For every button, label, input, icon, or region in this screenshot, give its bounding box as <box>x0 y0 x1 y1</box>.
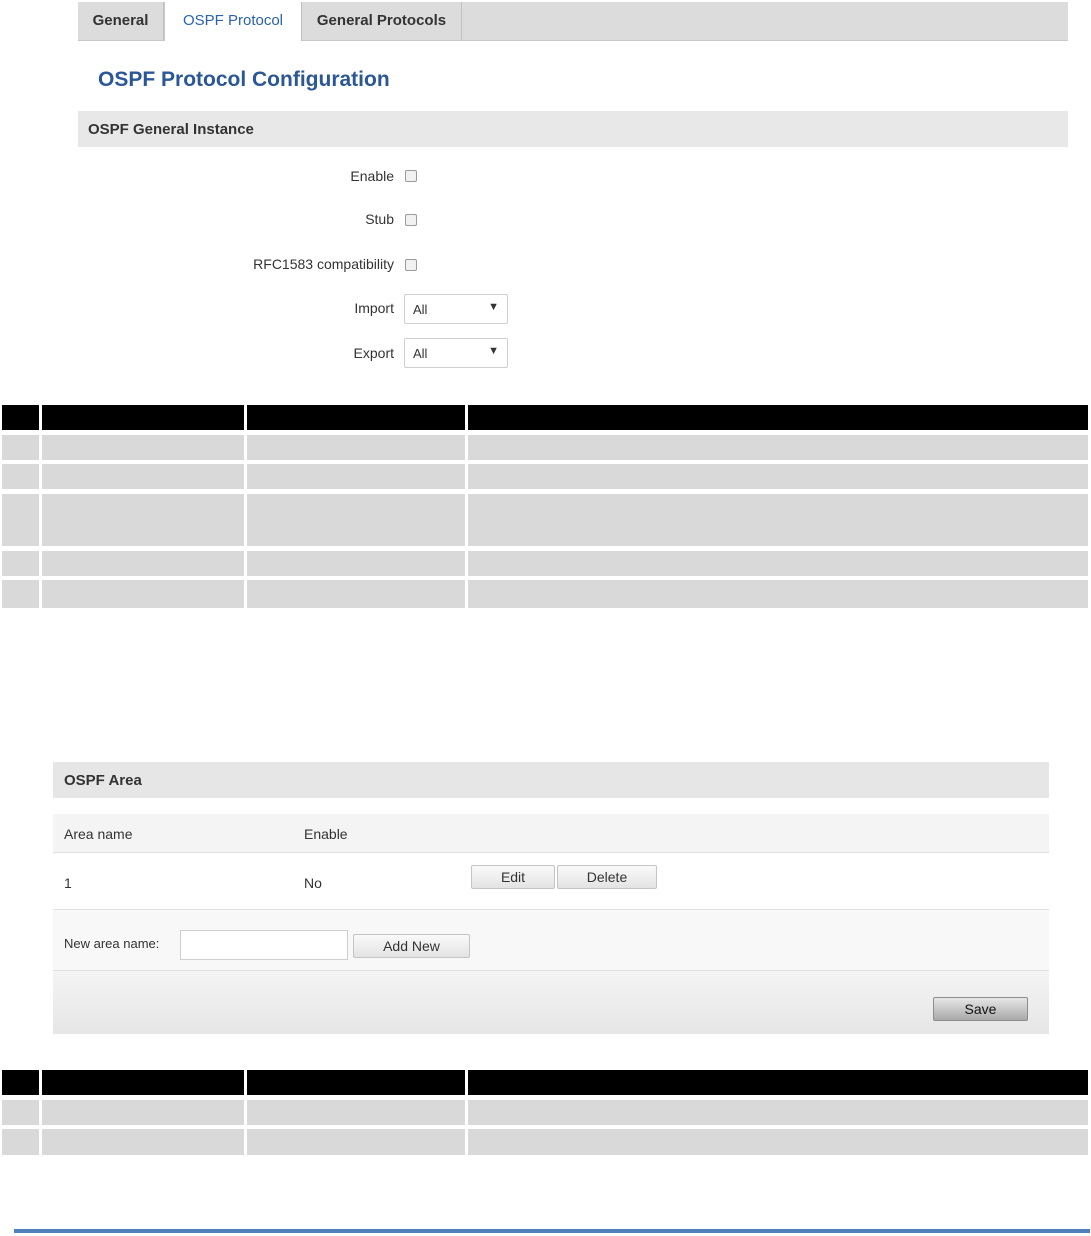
stub-label: Stub <box>365 211 394 227</box>
export-select-value: All <box>413 346 428 361</box>
dropdown-arrow-icon: ▼ <box>488 345 499 357</box>
add-new-button[interactable]: Add New <box>353 934 470 958</box>
ospf-area-panel <box>53 762 1049 1034</box>
footer-divider <box>14 1229 1090 1233</box>
area-enable-cell: No <box>304 875 322 891</box>
export-select[interactable] <box>404 338 508 368</box>
table-row <box>2 551 1088 576</box>
new-area-label: New area name: <box>64 936 160 951</box>
import-label: Import <box>354 300 394 316</box>
tab-ospf-protocol[interactable]: OSPF Protocol <box>164 2 302 41</box>
delete-button[interactable]: Delete <box>557 865 657 889</box>
edit-button[interactable]: Edit <box>471 865 555 889</box>
page-title: OSPF Protocol Configuration <box>98 68 390 91</box>
parameter-table-1 <box>2 405 1088 609</box>
save-bar <box>53 971 1049 1034</box>
tab-bar <box>78 2 1068 41</box>
table-row <box>2 435 1088 460</box>
dropdown-arrow-icon: ▼ <box>488 301 499 313</box>
new-area-name-input[interactable] <box>180 930 348 960</box>
enable-label: Enable <box>350 168 394 184</box>
table-row <box>53 853 1049 910</box>
table-row <box>2 580 1088 608</box>
enable-checkbox[interactable] <box>405 170 417 182</box>
table-row <box>2 494 1088 546</box>
column-divider <box>244 1070 247 1156</box>
parameter-table-2 <box>2 1070 1088 1156</box>
rfc1583-label: RFC1583 compatibility <box>253 256 394 272</box>
column-divider <box>465 1070 468 1156</box>
area-table-header <box>53 814 1049 853</box>
section-header-general-instance: OSPF General Instance <box>78 111 1068 147</box>
section-header-ospf-area: OSPF Area <box>53 762 1049 798</box>
area-name-cell: 1 <box>64 875 72 891</box>
new-area-row <box>53 910 1049 971</box>
stub-checkbox[interactable] <box>405 214 417 226</box>
import-select[interactable] <box>404 294 508 324</box>
rfc1583-checkbox[interactable] <box>405 259 417 271</box>
export-label: Export <box>353 345 394 361</box>
table-row <box>2 464 1088 489</box>
column-divider <box>39 1070 42 1156</box>
table-row <box>2 1100 1088 1125</box>
import-select-value: All <box>413 302 428 317</box>
column-divider <box>39 405 42 609</box>
table-row <box>2 1129 1088 1155</box>
save-button[interactable]: Save <box>933 997 1028 1021</box>
table-header <box>2 405 1088 430</box>
tab-general-protocols[interactable]: General Protocols <box>302 2 462 40</box>
column-divider <box>244 405 247 609</box>
column-header-area-name: Area name <box>64 826 133 842</box>
column-header-enable: Enable <box>304 826 348 842</box>
table-header <box>2 1070 1088 1095</box>
column-divider <box>465 405 468 609</box>
tab-general[interactable]: General <box>78 2 164 40</box>
